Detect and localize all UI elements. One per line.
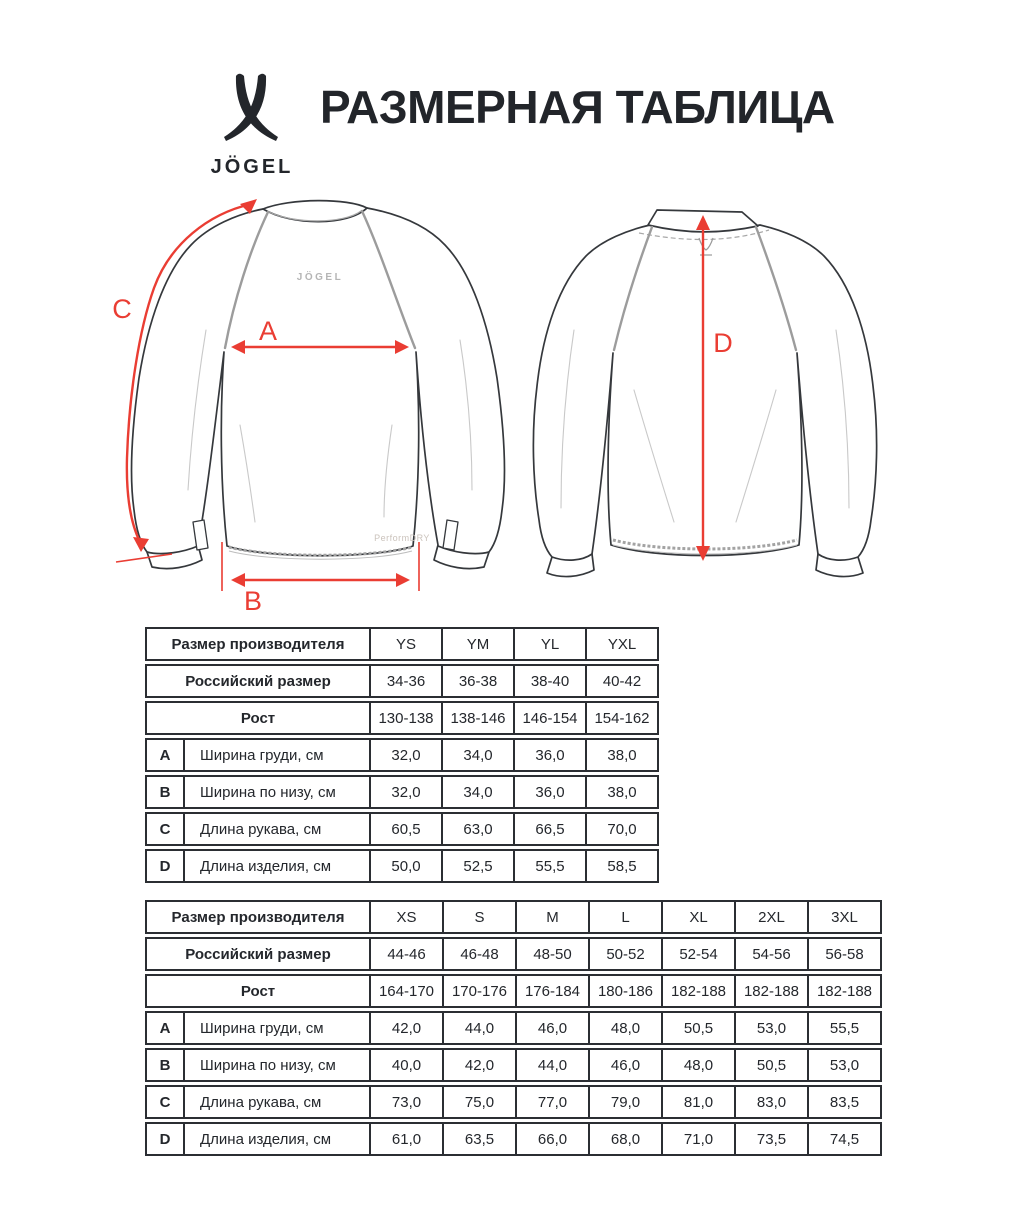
measure-letter-cell: D	[159, 857, 171, 875]
measure-label-cell: Ширина груди, см	[183, 1013, 369, 1043]
manufacturer-size-cell: XS	[369, 902, 442, 932]
manufacturer-size-cell: L	[588, 902, 661, 932]
manufacturer-size-cell: YXL	[585, 629, 657, 659]
russian-size-cell: 34-36	[369, 666, 441, 696]
measure-value-cell: 36,0	[513, 740, 585, 770]
russian-size-cell: 44-46	[369, 939, 442, 969]
measure-value-cell: 63,0	[441, 814, 513, 844]
manufacturer-size-cell: YS	[369, 629, 441, 659]
measure-value-cell: 70,0	[585, 814, 657, 844]
measure-value-cell: 75,0	[442, 1087, 515, 1117]
jogel-logo-icon	[202, 58, 302, 150]
russian-size-cell: 56-58	[807, 939, 880, 969]
page-title: РАЗМЕРНАЯ ТАБЛИЦА	[320, 81, 835, 133]
height-cell: 130-138	[369, 703, 441, 733]
measure-value-cell: 32,0	[369, 740, 441, 770]
back-shirt-diagram	[533, 210, 876, 577]
measure-label-cell: Длина изделия, см	[183, 1124, 369, 1154]
measure-value-cell: 83,0	[734, 1087, 807, 1117]
measure-value-cell: 66,5	[513, 814, 585, 844]
manufacturer-size-cell: 3XL	[807, 902, 880, 932]
height-row	[145, 701, 659, 735]
measure-value-cell: 53,0	[734, 1013, 807, 1043]
measure-value-cell: 81,0	[661, 1087, 734, 1117]
height-cell: 138-146	[441, 703, 513, 733]
russian-size-cell: 52-54	[661, 939, 734, 969]
measure-row	[145, 775, 659, 809]
measure-value-cell: 34,0	[441, 740, 513, 770]
manufacturer-size-cell: S	[442, 902, 515, 932]
front-shirt-diagram	[132, 201, 505, 569]
brand-wordmark: JÖGEL	[210, 156, 294, 178]
measure-row	[145, 1011, 882, 1045]
measure-value-cell: 58,5	[585, 851, 657, 881]
measure-value-cell: 73,5	[734, 1124, 807, 1154]
manufacturer-size-cell: 2XL	[734, 902, 807, 932]
manufacturer-size-row	[145, 900, 882, 934]
russian-size-cell: 50-52	[588, 939, 661, 969]
measure-label-cell: Ширина по низу, см	[183, 1050, 369, 1080]
measure-value-cell: 60,5	[369, 814, 441, 844]
row-label-russian-size: Российский размер	[185, 945, 331, 963]
row-label-height: Рост	[240, 982, 276, 1000]
measure-value-cell: 50,5	[734, 1050, 807, 1080]
manufacturer-size-cell: YM	[441, 629, 513, 659]
back-silhouette	[533, 225, 876, 577]
height-cell: 164-170	[369, 976, 442, 1006]
measure-value-cell: 40,0	[369, 1050, 442, 1080]
measure-value-cell: 36,0	[513, 777, 585, 807]
russian-size-row	[145, 937, 882, 971]
measure-row	[145, 1085, 882, 1119]
measure-c-label: C	[112, 294, 132, 324]
height-cell: 182-188	[661, 976, 734, 1006]
measure-value-cell: 34,0	[441, 777, 513, 807]
measure-value-cell: 46,0	[588, 1050, 661, 1080]
front-fabric-label: PerformDRY	[374, 533, 430, 543]
measure-value-cell: 44,0	[515, 1050, 588, 1080]
measure-letter-cell: C	[159, 820, 171, 838]
height-cell: 154-162	[585, 703, 657, 733]
manufacturer-size-cell: XL	[661, 902, 734, 932]
measure-letter-cell: C	[159, 1093, 171, 1111]
russian-size-cell: 54-56	[734, 939, 807, 969]
height-cell: 176-184	[515, 976, 588, 1006]
measure-value-cell: 32,0	[369, 777, 441, 807]
measure-value-cell: 38,0	[585, 740, 657, 770]
measure-value-cell: 55,5	[513, 851, 585, 881]
measure-value-cell: 38,0	[585, 777, 657, 807]
russian-size-cell: 40-42	[585, 666, 657, 696]
measure-letter-cell: D	[159, 1130, 171, 1148]
measure-row	[145, 849, 659, 883]
measure-value-cell: 48,0	[588, 1013, 661, 1043]
measure-value-cell: 74,5	[807, 1124, 880, 1154]
russian-size-row	[145, 664, 659, 698]
height-cell: 146-154	[513, 703, 585, 733]
row-label-russian-size: Российский размер	[185, 672, 331, 690]
measure-letter-cell: B	[159, 1056, 171, 1074]
manufacturer-size-cell: M	[515, 902, 588, 932]
height-cell: 180-186	[588, 976, 661, 1006]
measure-row	[145, 1048, 882, 1082]
measure-row	[145, 812, 659, 846]
measure-row	[145, 738, 659, 772]
measure-label-cell: Длина изделия, см	[183, 851, 369, 881]
measure-value-cell: 48,0	[661, 1050, 734, 1080]
measure-letter-cell: A	[159, 1019, 171, 1037]
measure-a-label: A	[258, 316, 278, 346]
measure-label-cell: Длина рукава, см	[183, 1087, 369, 1117]
measure-value-cell: 77,0	[515, 1087, 588, 1117]
measure-letter-cell: B	[159, 783, 171, 801]
size-table-youth	[145, 627, 659, 886]
measure-value-cell: 50,0	[369, 851, 441, 881]
measure-value-cell: 79,0	[588, 1087, 661, 1117]
height-cell: 182-188	[734, 976, 807, 1006]
measure-value-cell: 83,5	[807, 1087, 880, 1117]
russian-size-cell: 46-48	[442, 939, 515, 969]
measure-value-cell: 44,0	[442, 1013, 515, 1043]
measure-value-cell: 55,5	[807, 1013, 880, 1043]
measure-value-cell: 61,0	[369, 1124, 442, 1154]
measure-value-cell: 68,0	[588, 1124, 661, 1154]
measure-value-cell: 42,0	[442, 1050, 515, 1080]
brand-block	[200, 58, 304, 179]
size-table-adult	[145, 900, 882, 1159]
measure-label-cell: Ширина по низу, см	[183, 777, 369, 807]
row-label-manufacturer-size: Размер производителя	[171, 908, 345, 926]
russian-size-cell: 36-38	[441, 666, 513, 696]
height-row	[145, 974, 882, 1008]
measure-value-cell: 42,0	[369, 1013, 442, 1043]
russian-size-cell: 48-50	[515, 939, 588, 969]
measure-label-cell: Ширина груди, см	[183, 740, 369, 770]
measure-value-cell: 73,0	[369, 1087, 442, 1117]
russian-size-cell: 38-40	[513, 666, 585, 696]
height-cell: 182-188	[807, 976, 880, 1006]
measure-value-cell: 52,5	[441, 851, 513, 881]
manufacturer-size-cell: YL	[513, 629, 585, 659]
manufacturer-size-row	[145, 627, 659, 661]
measure-value-cell: 66,0	[515, 1124, 588, 1154]
measure-value-cell: 46,0	[515, 1013, 588, 1043]
height-cell: 170-176	[442, 976, 515, 1006]
row-label-height: Рост	[240, 709, 276, 727]
measure-value-cell: 53,0	[807, 1050, 880, 1080]
measure-label-cell: Длина рукава, см	[183, 814, 369, 844]
front-chest-logo-text: JÖGEL	[296, 272, 344, 283]
measure-value-cell: 50,5	[661, 1013, 734, 1043]
row-label-manufacturer-size: Размер производителя	[171, 635, 345, 653]
measure-d-label: D	[713, 328, 733, 358]
garment-measurement-diagram	[0, 190, 1024, 630]
measure-letter-cell: A	[159, 746, 171, 764]
front-silhouette	[132, 201, 505, 569]
measure-b-label: B	[243, 586, 263, 616]
measure-row	[145, 1122, 882, 1156]
measure-value-cell: 71,0	[661, 1124, 734, 1154]
measure-value-cell: 63,5	[442, 1124, 515, 1154]
